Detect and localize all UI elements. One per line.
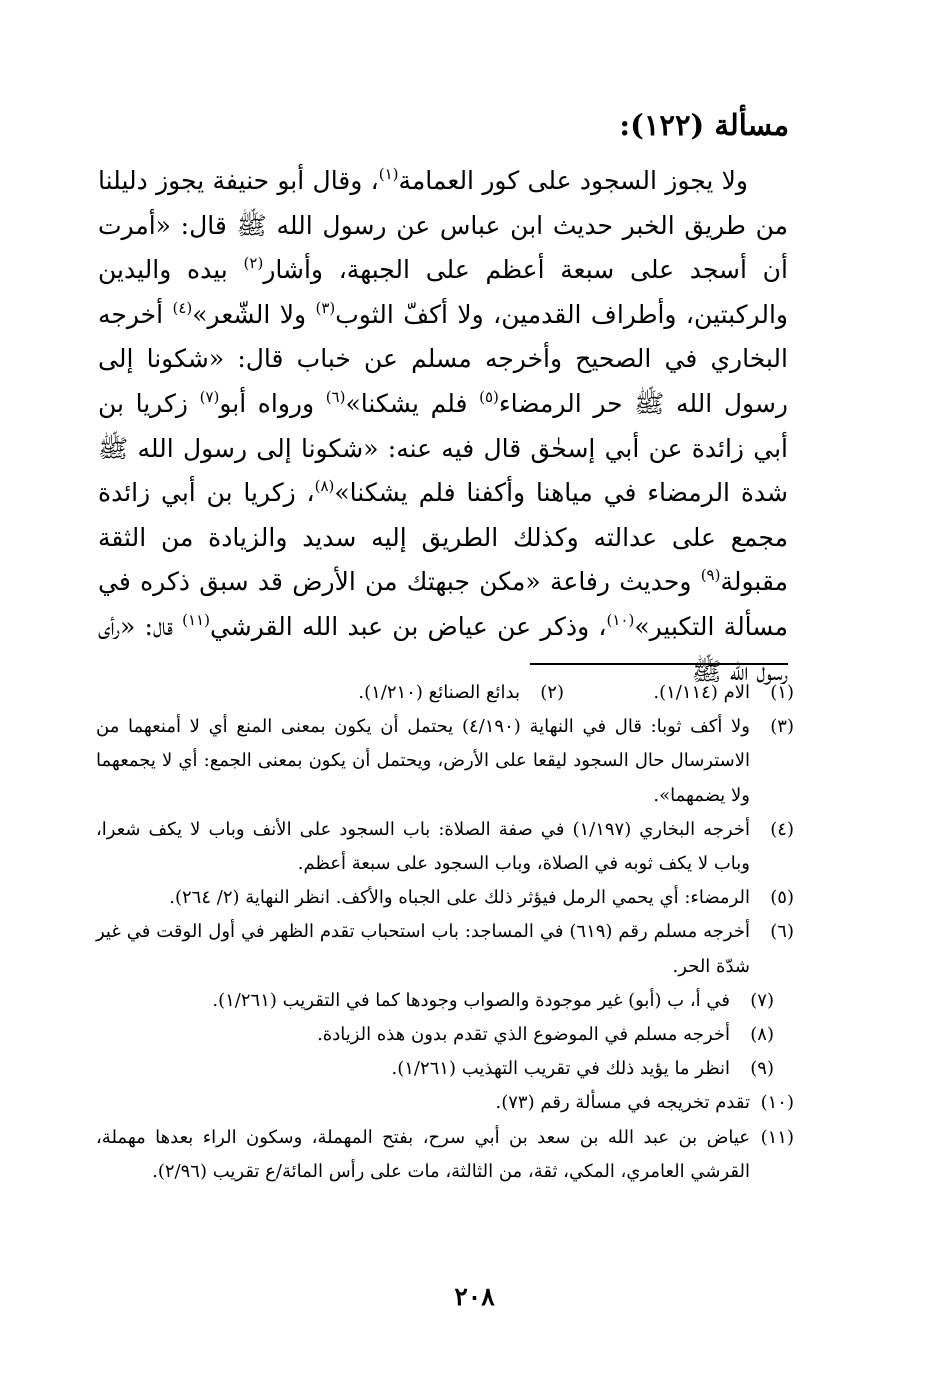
body-segment: ، وذكر عن عياض بن عبد الله القرشي (209, 611, 607, 641)
footnote-ref[interactable]: (٩) (700, 566, 721, 585)
footnote-number: (٩) (750, 1058, 774, 1080)
footnote-ref[interactable]: (٦) (325, 387, 346, 406)
footnote-ref[interactable]: (٨) (314, 477, 335, 496)
footnote-item (96, 1121, 794, 1189)
footnote-number: (٤) (770, 818, 794, 840)
body-segment: ولا الشّعر» (192, 299, 316, 329)
body-segment: وحديث رفاعة «مكن جبهتك من الأرض قد سبق ذكره في مسألة التكبير» (98, 567, 788, 641)
footnote-text: في أ، ب (أبو) غير موجودة والصواب وجودها كما في التقريب (١/٢٦١). (212, 989, 730, 1011)
footnote-number: (٥) (770, 887, 794, 909)
footnote-ref[interactable]: (٤) (172, 298, 193, 317)
footnote-row (96, 676, 794, 710)
body-segment: ورواه أبو (219, 388, 326, 418)
footnote-item (96, 915, 794, 983)
footnote-item (96, 1086, 794, 1120)
footnote-text: ولا أكف ثوبا: قال في النهاية (٤/١٩٠) يحتمل أن يكون بمعنى المنع أي لا أمنعهما من الاسترسال حال السجود ليقعا على الأرض، ويحتمل أن يكون بمعنى الجمع: أي لا يجمعهما ولا يضمهما». (96, 716, 751, 806)
footnote-number: (١) (770, 682, 794, 703)
footnote-item (96, 1018, 794, 1052)
body-segment: دليلنا من طريق الخبر حديث ابن عباس عن رسول الله ﷺ قال: «أمرت أن أسجد على سبعة أعظم على الجبهة، وأشار (98, 166, 788, 285)
footnote-number: (٢) (540, 682, 564, 703)
footnote-number: (١١) (760, 1126, 794, 1148)
body-paragraph (98, 159, 788, 694)
footnote-item (96, 1052, 794, 1086)
footnote-text: أخرجه البخاري (١/١٩٧) في صفة الصلاة: باب السجود على الأنف وباب لا يكف شعرا، وباب لا يكف ثوبه في الصلاة، وباب السجود على سبعة أعظم. (96, 818, 750, 875)
footnote-ref[interactable]: (٢) (243, 254, 264, 273)
body-segment: قال: «رأى رسول الله ﷺ (98, 611, 788, 686)
footnote-text: الرمضاء: أي يحمي الرمل فيؤثر ذلك على الجباه والأكف. انظر النهاية (٢/ ٢٦٤). (169, 887, 750, 909)
footnote-number: (١٠) (760, 1092, 794, 1114)
footnote-number: (٨) (750, 1024, 774, 1046)
footnote-item (358, 676, 564, 710)
issue-heading: مسألة (١٢٢): (619, 108, 789, 142)
footnote-text: أخرجه مسلم رقم (٦١٩) في المساجد: باب استحباب تقدم الظهر في أول الوقت في غير شدّة الحر. (96, 921, 750, 977)
footnote-number: (٣) (770, 716, 794, 738)
footnote-ref[interactable]: (٣) (315, 298, 336, 317)
footnote-text: تقدم تخريجه في مسألة رقم (٧٣). (495, 1092, 750, 1114)
footnote-text: بدائع الصنائع (١/٢١٠). (358, 682, 520, 703)
body-segment: فلم يشكنا» (345, 388, 480, 418)
footnote-item (96, 813, 794, 881)
footnote-text: أخرجه مسلم في الموضوع الذي تقدم بدون هذه الزيادة. (317, 1024, 730, 1046)
footnote-item (564, 676, 794, 710)
body-segment: زكريا بن أبي زائدة عن أبي إسحٰق قال فيه عنه: «شكونا إلى رسول الله ﷺ شدة الرمضاء في مياهنا وأكفنا فلم يشكنا» (98, 388, 788, 508)
footnote-ref[interactable]: (٥) (479, 387, 499, 406)
footnote-separator (530, 663, 788, 665)
page-number: ٢٠٨ (454, 1282, 495, 1311)
footnotes-section (96, 676, 794, 1189)
footnote-item (96, 984, 794, 1018)
footnote-text: عياض بن عبد الله بن سعد بن أبي سرح، بفتح المهملة، وسكون الراء بعدها مهملة، القرشي العامري، المكي، ثقة، من الثالثة، مات على رأس المائة/ع تقريب (٢/٩٦). (96, 1126, 750, 1182)
footnote-item (96, 881, 794, 915)
main-body (98, 159, 788, 694)
footnote-number: (٦) (770, 921, 794, 943)
footnote-text: انظر ما يؤيد ذلك في تقريب التهذيب (١/٢٦١). (391, 1058, 730, 1080)
body-segment: ، زكريا بن أبي زائدة مجمع على عدالته وكذلك الطريق إليه سديد والزيادة من الثقة مقبولة (98, 478, 788, 597)
body-segment: ولا يجوز السجود على كور العمامة (398, 166, 749, 195)
footnote-ref[interactable]: (١٠) (606, 610, 635, 629)
body-segment: بيده واليدين والركبتين، وأطراف القدمين، ولا أكفّ الثوب (98, 255, 788, 329)
body-segment: ، وقال أبو حنيفة يجوز (156, 166, 379, 195)
footnote-ref[interactable]: (٧) (199, 387, 220, 406)
footnote-ref[interactable]: (١١) (182, 610, 210, 629)
footnote-item (96, 710, 794, 813)
footnote-text: الام (١/١١٤). (653, 682, 750, 703)
footnote-number: (٧) (750, 989, 774, 1011)
footnote-ref[interactable]: (١) (378, 165, 399, 183)
body-segment: أخرجه البخاري في الصحيح وأخرجه مسلم عن خباب قال: «شكونا إلى رسول الله ﷺ حر الرمضاء (98, 299, 788, 418)
